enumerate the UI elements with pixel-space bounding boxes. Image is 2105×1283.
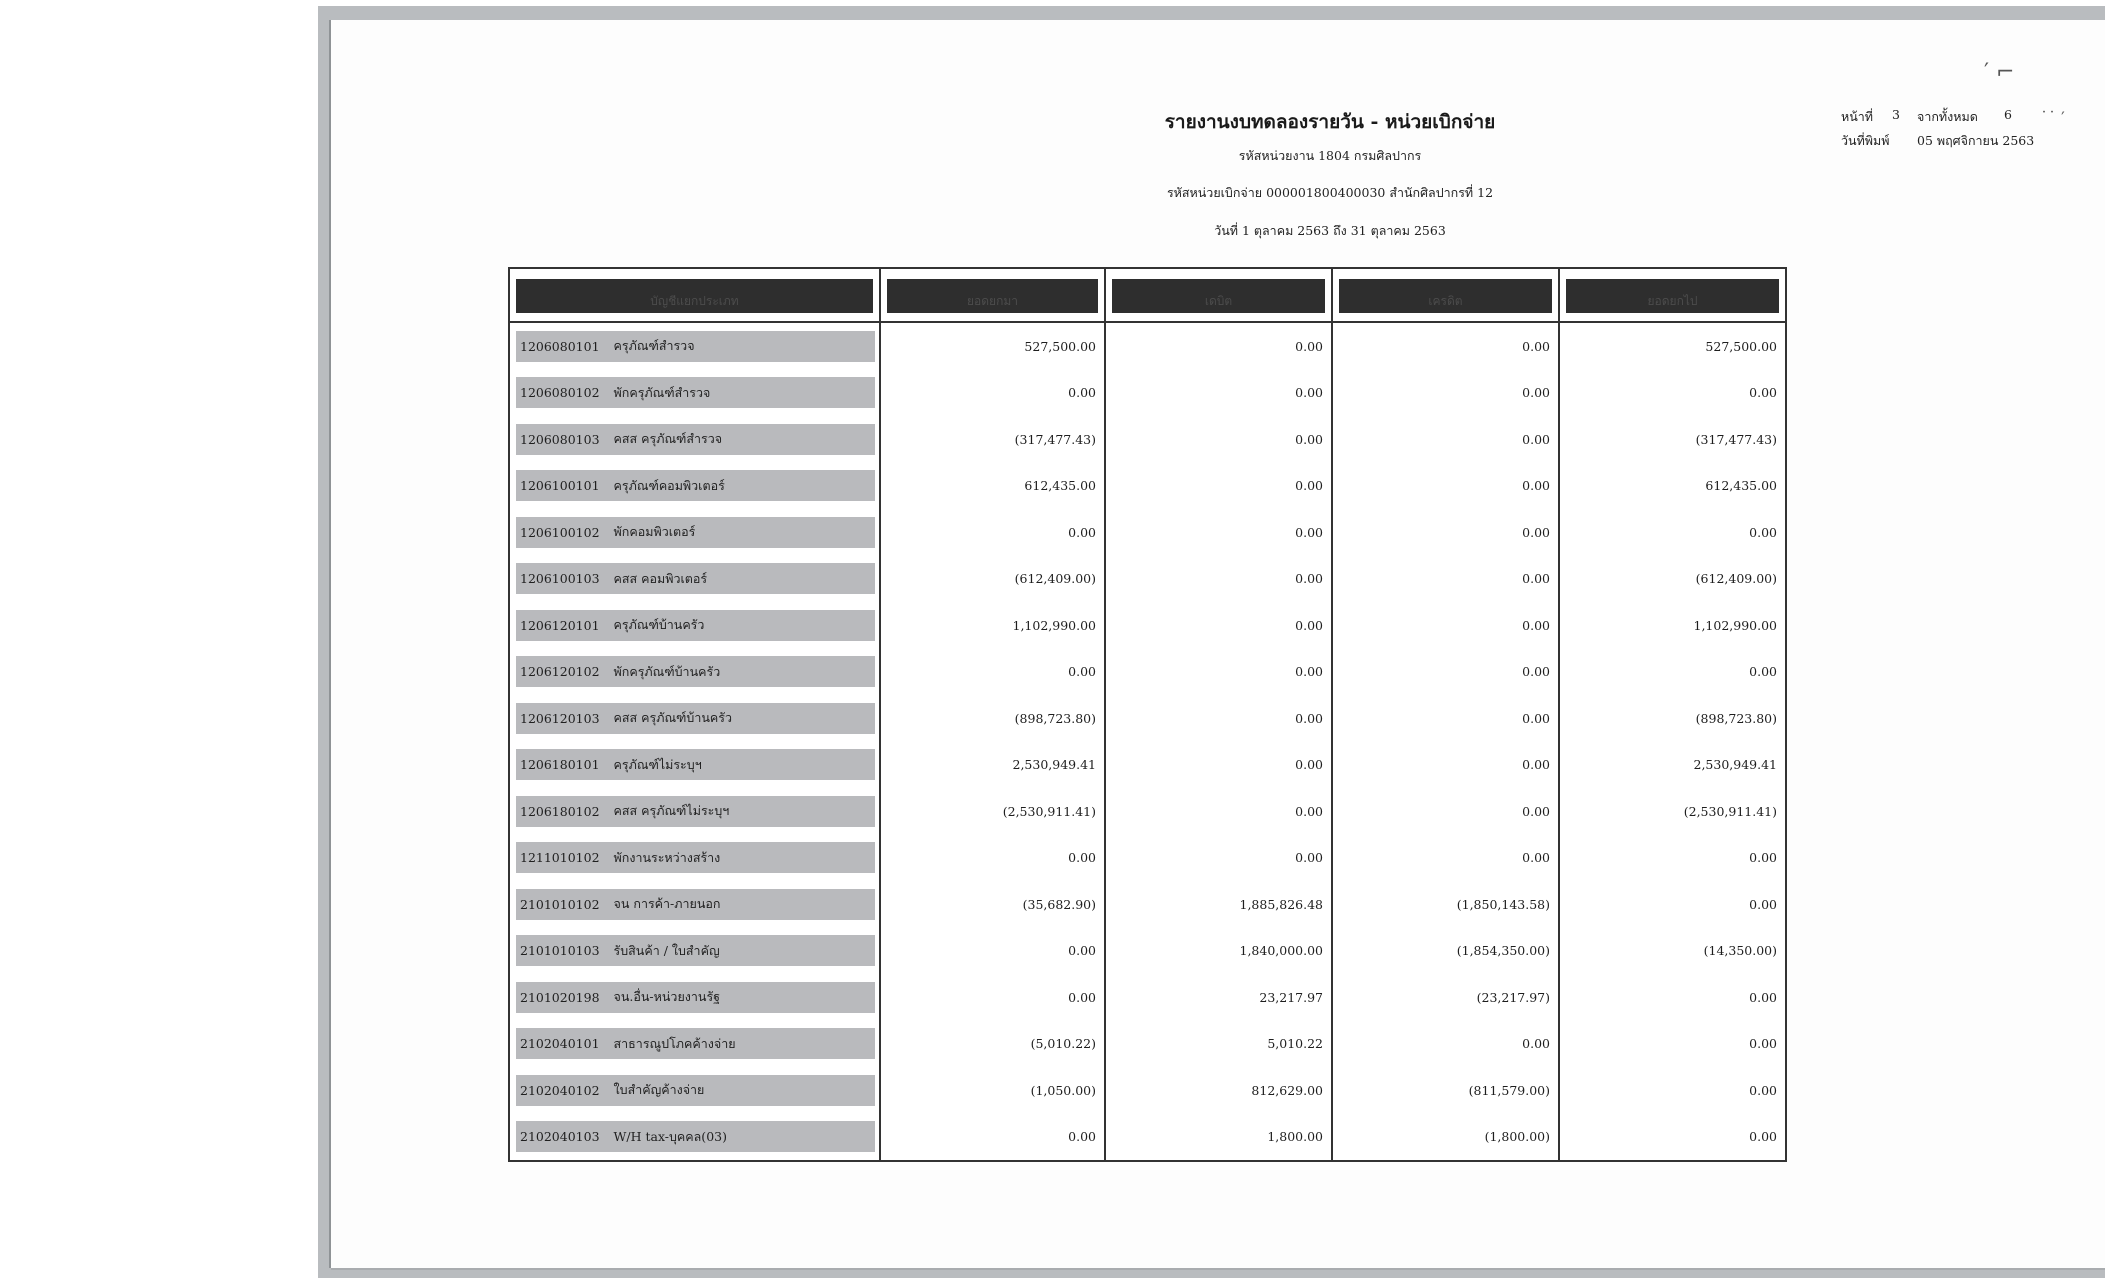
opening-balance: 0.00	[880, 928, 1105, 975]
table-row	[510, 322, 1785, 370]
credit-amount: (23,217.97)	[1332, 974, 1559, 1021]
account-name: สาธารณูปโภคค้างจ่าย	[613, 1035, 736, 1051]
credit-amount: 0.00	[1332, 509, 1559, 556]
credit-amount: 0.00	[1332, 602, 1559, 649]
account-name: W/H tax-บุคคล(03)	[613, 1128, 727, 1144]
table-header-row	[510, 269, 1785, 322]
account-cell	[510, 556, 880, 603]
account-cell	[510, 928, 880, 975]
opening-balance: (317,477.43)	[880, 416, 1105, 463]
column-header-label: ยอดยกไป	[1566, 279, 1779, 313]
account-label	[516, 1028, 875, 1059]
opening-balance: (1,050.00)	[880, 1067, 1105, 1114]
opening-balance: 527,500.00	[880, 322, 1105, 370]
account-cell	[510, 509, 880, 556]
credit-amount: 0.00	[1332, 788, 1559, 835]
opening-balance: 0.00	[880, 1114, 1105, 1161]
account-name: ครุภัณฑ์บ้านครัว	[613, 617, 705, 633]
table-row	[510, 1114, 1785, 1161]
account-code: 1206120101	[520, 617, 600, 633]
account-cell	[510, 649, 880, 696]
debit-amount: 5,010.22	[1105, 1021, 1332, 1068]
account-cell	[510, 602, 880, 649]
table-row	[510, 881, 1785, 928]
debit-amount: 0.00	[1105, 509, 1332, 556]
agency-line: รหัสหน่วยงาน 1804 กรมศิลปากร	[1238, 148, 1422, 163]
table-row	[510, 416, 1785, 463]
opening-balance: 0.00	[880, 370, 1105, 417]
opening-balance: 0.00	[880, 974, 1105, 1021]
account-label	[516, 563, 875, 594]
account-code: 1211010102	[520, 850, 600, 866]
account-cell	[510, 322, 880, 370]
column-header-label: ยอดยกมา	[887, 279, 1098, 313]
credit-amount: 0.00	[1332, 1021, 1559, 1068]
opening-balance: (2,530,911.41)	[880, 788, 1105, 835]
closing-balance: 0.00	[1559, 974, 1785, 1021]
closing-balance: 0.00	[1559, 370, 1785, 417]
account-label	[516, 610, 875, 641]
debit-amount: 0.00	[1105, 695, 1332, 742]
column-header-closing	[1559, 269, 1785, 322]
table-row	[510, 742, 1785, 789]
closing-balance: (14,350.00)	[1559, 928, 1785, 975]
account-label	[516, 703, 875, 734]
scan-mark-top: ′ ⌐	[1984, 60, 2015, 85]
print-date: 05 พฤศจิกายน 2563	[1917, 133, 2035, 148]
account-name: คสส คอมพิวเตอร์	[613, 570, 708, 586]
closing-balance: 612,435.00	[1559, 463, 1785, 510]
total-pages: 6	[2004, 107, 2012, 122]
account-code: 2101010102	[520, 896, 600, 912]
table-row	[510, 1067, 1785, 1114]
debit-amount: 1,885,826.48	[1105, 881, 1332, 928]
column-header-label: บัญชีแยกประเภท	[516, 279, 873, 313]
closing-balance: 0.00	[1559, 1067, 1785, 1114]
debit-amount: 0.00	[1105, 649, 1332, 696]
closing-balance: 0.00	[1559, 509, 1785, 556]
unit-line: รหัสหน่วยเบิกจ่าย 000001800400030 สำนักศิลปากรที่ 12	[1166, 185, 1494, 200]
total-label: จากทั้งหมด	[1917, 109, 1978, 124]
closing-balance: 0.00	[1559, 649, 1785, 696]
closing-balance: 527,500.00	[1559, 322, 1785, 370]
column-header-account	[510, 269, 880, 322]
column-header-label: เครดิต	[1339, 279, 1552, 313]
table-row	[510, 928, 1785, 975]
account-cell	[510, 1067, 880, 1114]
credit-amount: 0.00	[1332, 416, 1559, 463]
account-label	[516, 470, 875, 501]
account-label	[516, 1121, 875, 1152]
account-label	[516, 935, 875, 966]
debit-amount: 0.00	[1105, 556, 1332, 603]
account-label	[516, 889, 875, 920]
debit-amount: 812,629.00	[1105, 1067, 1332, 1114]
account-cell	[510, 788, 880, 835]
account-code: 1206120102	[520, 664, 600, 680]
table-row	[510, 509, 1785, 556]
opening-balance: 1,102,990.00	[880, 602, 1105, 649]
table-row	[510, 1021, 1785, 1068]
report-title: รายงานงบทดลองรายวัน - หน่วยเบิกจ่าย	[1164, 111, 1496, 133]
account-code: 1206120103	[520, 710, 600, 726]
account-label	[516, 982, 875, 1013]
table-row	[510, 649, 1785, 696]
account-name: คสส ครุภัณฑ์บ้านครัว	[613, 710, 733, 726]
scan-mark-right: ˙˙ ′	[2040, 108, 2065, 127]
account-label	[516, 749, 875, 780]
account-code: 1206100103	[520, 571, 600, 587]
account-label	[516, 377, 875, 408]
closing-balance: 1,102,990.00	[1559, 602, 1785, 649]
debit-amount: 1,800.00	[1105, 1114, 1332, 1161]
account-cell	[510, 695, 880, 742]
trial-balance-table	[508, 267, 1787, 1162]
account-code: 2102040101	[520, 1036, 600, 1052]
credit-amount: 0.00	[1332, 695, 1559, 742]
opening-balance: 612,435.00	[880, 463, 1105, 510]
column-header-debit	[1105, 269, 1332, 322]
account-code: 2101010103	[520, 943, 600, 959]
account-code: 1206080101	[520, 338, 600, 354]
debit-amount: 0.00	[1105, 463, 1332, 510]
page-number: 3	[1892, 107, 1900, 122]
closing-balance: 0.00	[1559, 881, 1785, 928]
debit-amount: 0.00	[1105, 835, 1332, 882]
opening-balance: (35,682.90)	[880, 881, 1105, 928]
closing-balance: 0.00	[1559, 835, 1785, 882]
account-label	[516, 796, 875, 827]
opening-balance: (612,409.00)	[880, 556, 1105, 603]
account-name: พักครุภัณฑ์บ้านครัว	[613, 663, 721, 679]
account-code: 1206080103	[520, 431, 600, 447]
account-name: ครุภัณฑ์คอมพิวเตอร์	[613, 477, 725, 493]
column-header-opening	[880, 269, 1105, 322]
opening-balance: 2,530,949.41	[880, 742, 1105, 789]
credit-amount: 0.00	[1332, 322, 1559, 370]
account-code: 1206180102	[520, 803, 600, 819]
credit-amount: (1,854,350.00)	[1332, 928, 1559, 975]
account-name: พักครุภัณฑ์สำรวจ	[613, 384, 711, 400]
account-code: 1206080102	[520, 385, 600, 401]
account-name: พักคอมพิวเตอร์	[613, 524, 696, 540]
account-code: 1206100101	[520, 478, 600, 494]
credit-amount: 0.00	[1332, 835, 1559, 882]
closing-balance: 0.00	[1559, 1114, 1785, 1161]
closing-balance: 2,530,949.41	[1559, 742, 1785, 789]
debit-amount: 0.00	[1105, 322, 1332, 370]
credit-amount: (1,800.00)	[1332, 1114, 1559, 1161]
closing-balance: (2,530,911.41)	[1559, 788, 1785, 835]
account-cell	[510, 1021, 880, 1068]
account-label	[516, 842, 875, 873]
debit-amount: 0.00	[1105, 742, 1332, 789]
debit-amount: 0.00	[1105, 788, 1332, 835]
opening-balance: (5,010.22)	[880, 1021, 1105, 1068]
account-code: 1206100102	[520, 524, 600, 540]
credit-amount: 0.00	[1332, 370, 1559, 417]
account-label	[516, 424, 875, 455]
account-cell	[510, 463, 880, 510]
account-cell	[510, 881, 880, 928]
account-cell	[510, 835, 880, 882]
opening-balance: 0.00	[880, 649, 1105, 696]
account-code: 1206180101	[520, 757, 600, 773]
account-name: ใบสำคัญค้างจ่าย	[613, 1082, 705, 1098]
credit-amount: 0.00	[1332, 556, 1559, 603]
account-cell	[510, 370, 880, 417]
closing-balance: 0.00	[1559, 1021, 1785, 1068]
table-row	[510, 463, 1785, 510]
account-name: รับสินค้า / ใบสำคัญ	[613, 942, 720, 958]
account-label	[516, 331, 875, 362]
opening-balance: 0.00	[880, 835, 1105, 882]
closing-balance: (317,477.43)	[1559, 416, 1785, 463]
debit-amount: 1,840,000.00	[1105, 928, 1332, 975]
credit-amount: (811,579.00)	[1332, 1067, 1559, 1114]
table-row	[510, 788, 1785, 835]
closing-balance: (612,409.00)	[1559, 556, 1785, 603]
column-header-label: เดบิต	[1112, 279, 1325, 313]
account-label	[516, 517, 875, 548]
column-header-credit	[1332, 269, 1559, 322]
table-row	[510, 602, 1785, 649]
account-cell	[510, 416, 880, 463]
opening-balance: 0.00	[880, 509, 1105, 556]
credit-amount: 0.00	[1332, 742, 1559, 789]
account-name: จน.อื่น-หน่วยงานรัฐ	[613, 989, 721, 1005]
account-name: คสส ครุภัณฑ์สำรวจ	[613, 431, 723, 447]
account-cell	[510, 742, 880, 789]
table-row	[510, 695, 1785, 742]
account-code: 2101020198	[520, 989, 600, 1005]
credit-amount: 0.00	[1332, 463, 1559, 510]
account-name: พักงานระหว่างสร้าง	[613, 849, 721, 865]
table-row	[510, 974, 1785, 1021]
closing-balance: (898,723.80)	[1559, 695, 1785, 742]
account-name: คสส ครุภัณฑ์ไม่ระบุฯ	[613, 803, 730, 819]
table-row	[510, 370, 1785, 417]
table-row	[510, 835, 1785, 882]
account-name: ครุภัณฑ์สำรวจ	[613, 338, 695, 354]
account-label	[516, 656, 875, 687]
account-cell	[510, 1114, 880, 1161]
opening-balance: (898,723.80)	[880, 695, 1105, 742]
account-cell	[510, 974, 880, 1021]
print-date-label: วันที่พิมพ์	[1841, 133, 1890, 148]
account-code: 2102040102	[520, 1082, 600, 1098]
debit-amount: 23,217.97	[1105, 974, 1332, 1021]
table-row	[510, 556, 1785, 603]
credit-amount: (1,850,143.58)	[1332, 881, 1559, 928]
debit-amount: 0.00	[1105, 416, 1332, 463]
debit-amount: 0.00	[1105, 602, 1332, 649]
account-name: ครุภัณฑ์ไม่ระบุฯ	[613, 756, 702, 772]
page-label: หน้าที่	[1841, 109, 1874, 124]
account-code: 2102040103	[520, 1129, 600, 1145]
debit-amount: 0.00	[1105, 370, 1332, 417]
account-label	[516, 1075, 875, 1106]
period-line: วันที่ 1 ตุลาคม 2563 ถึง 31 ตุลาคม 2563	[1214, 223, 1446, 238]
credit-amount: 0.00	[1332, 649, 1559, 696]
account-name: จน การค้า-ภายนอก	[613, 896, 721, 912]
